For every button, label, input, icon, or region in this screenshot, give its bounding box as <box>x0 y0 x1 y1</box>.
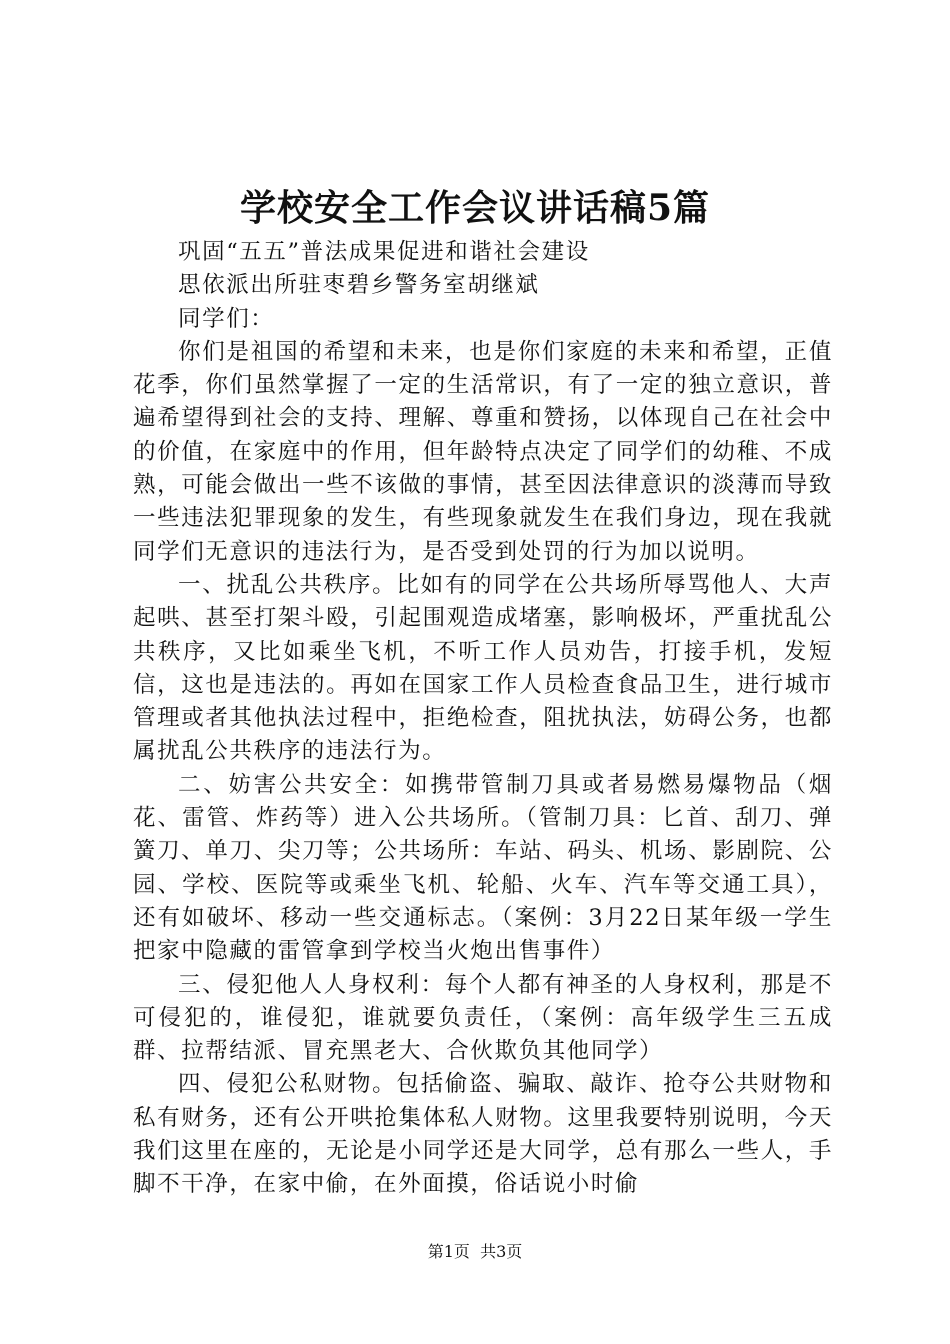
paragraph-section-4: 四、侵犯公私财物。包括偷盗、骗取、敲诈、抢夺公共财物和私有财务，还有公开哄抢集体私人财物。这里我要特别说明，今天我们这里在座的，无论是小同学还是大同学，总有那么一些人，手脚不干净，在家中偷，在外面摸，俗话说小时偷 <box>133 1071 833 1198</box>
document-body <box>133 236 833 1202</box>
paragraph-section-1: 一、扰乱公共秩序。比如有的同学在公共场所辱骂他人、大声起哄、甚至打架斗殴，引起围观造成堵塞，影响极坏，严重扰乱公共秩序，又比如乘坐飞机，不听工作人员劝告，打接手机，发短信，这也是违法的。再如在国家工作人员检查食品卫生，进行城市管理或者其他执法过程中，拒绝检查，阻扰执法，妨碍公务，也都属扰乱公共秩序的违法行为。 <box>133 571 833 765</box>
page-footer <box>0 1240 950 1264</box>
author-line: 思依派出所驻枣碧乡警务室胡继斌 <box>178 272 540 299</box>
document-title: 学校安全工作会议讲话稿5篇 <box>239 187 711 229</box>
page-number: 第1页 <box>427 1242 470 1261</box>
subtitle-line: 巩固“五五”普法成果促进和谐社会建设 <box>178 239 590 265</box>
paragraph-section-3: 三、侵犯他人人身权利：每个人都有神圣的人身权利，那是不可侵犯的，谁侵犯，谁就要负责任，（案例：高年级学生三五成群、拉帮结派、冒充黑老大、合伙欺负其他同学） <box>133 971 833 1065</box>
page-total: 共3页 <box>480 1242 523 1261</box>
salutation: 同学们： <box>178 305 275 332</box>
paragraph-intro: 你们是祖国的希望和未来，也是你们家庭的未来和希望，正值花季，你们虽然掌握了一定的生活常识，有了一定的独立意识，普遍希望得到社会的支持、理解、尊重和赞扬，以体现自己在社会中的价值，在家庭中的作用，但年龄特点决定了同学们的幼稚、不成熟，可能会做出一些不该做的事情，甚至因法律意识的淡薄而导致一些违法犯罪现象的发生，有些现象就发生在我们身边，现在我就同学们无意识的违法行为，是否受到处罚的行为加以说明。 <box>133 338 833 565</box>
paragraph-section-2: 二、妨害公共安全：如携带管制刀具或者易燃易爆物品（烟花、雷管、炸药等）进入公共场所。（管制刀具：匕首、刮刀、弹簧刀、单刀、尖刀等；公共场所：车站、码头、机场、影剧院、公园、学校、医院等或乘坐飞机、轮船、火车、汽车等交通工具），还有如破坏、移动一些交通标志。（案例：3月22日某年级一学生把家中隐藏的雷管拿到学校当火炮出售事件） <box>133 771 833 965</box>
